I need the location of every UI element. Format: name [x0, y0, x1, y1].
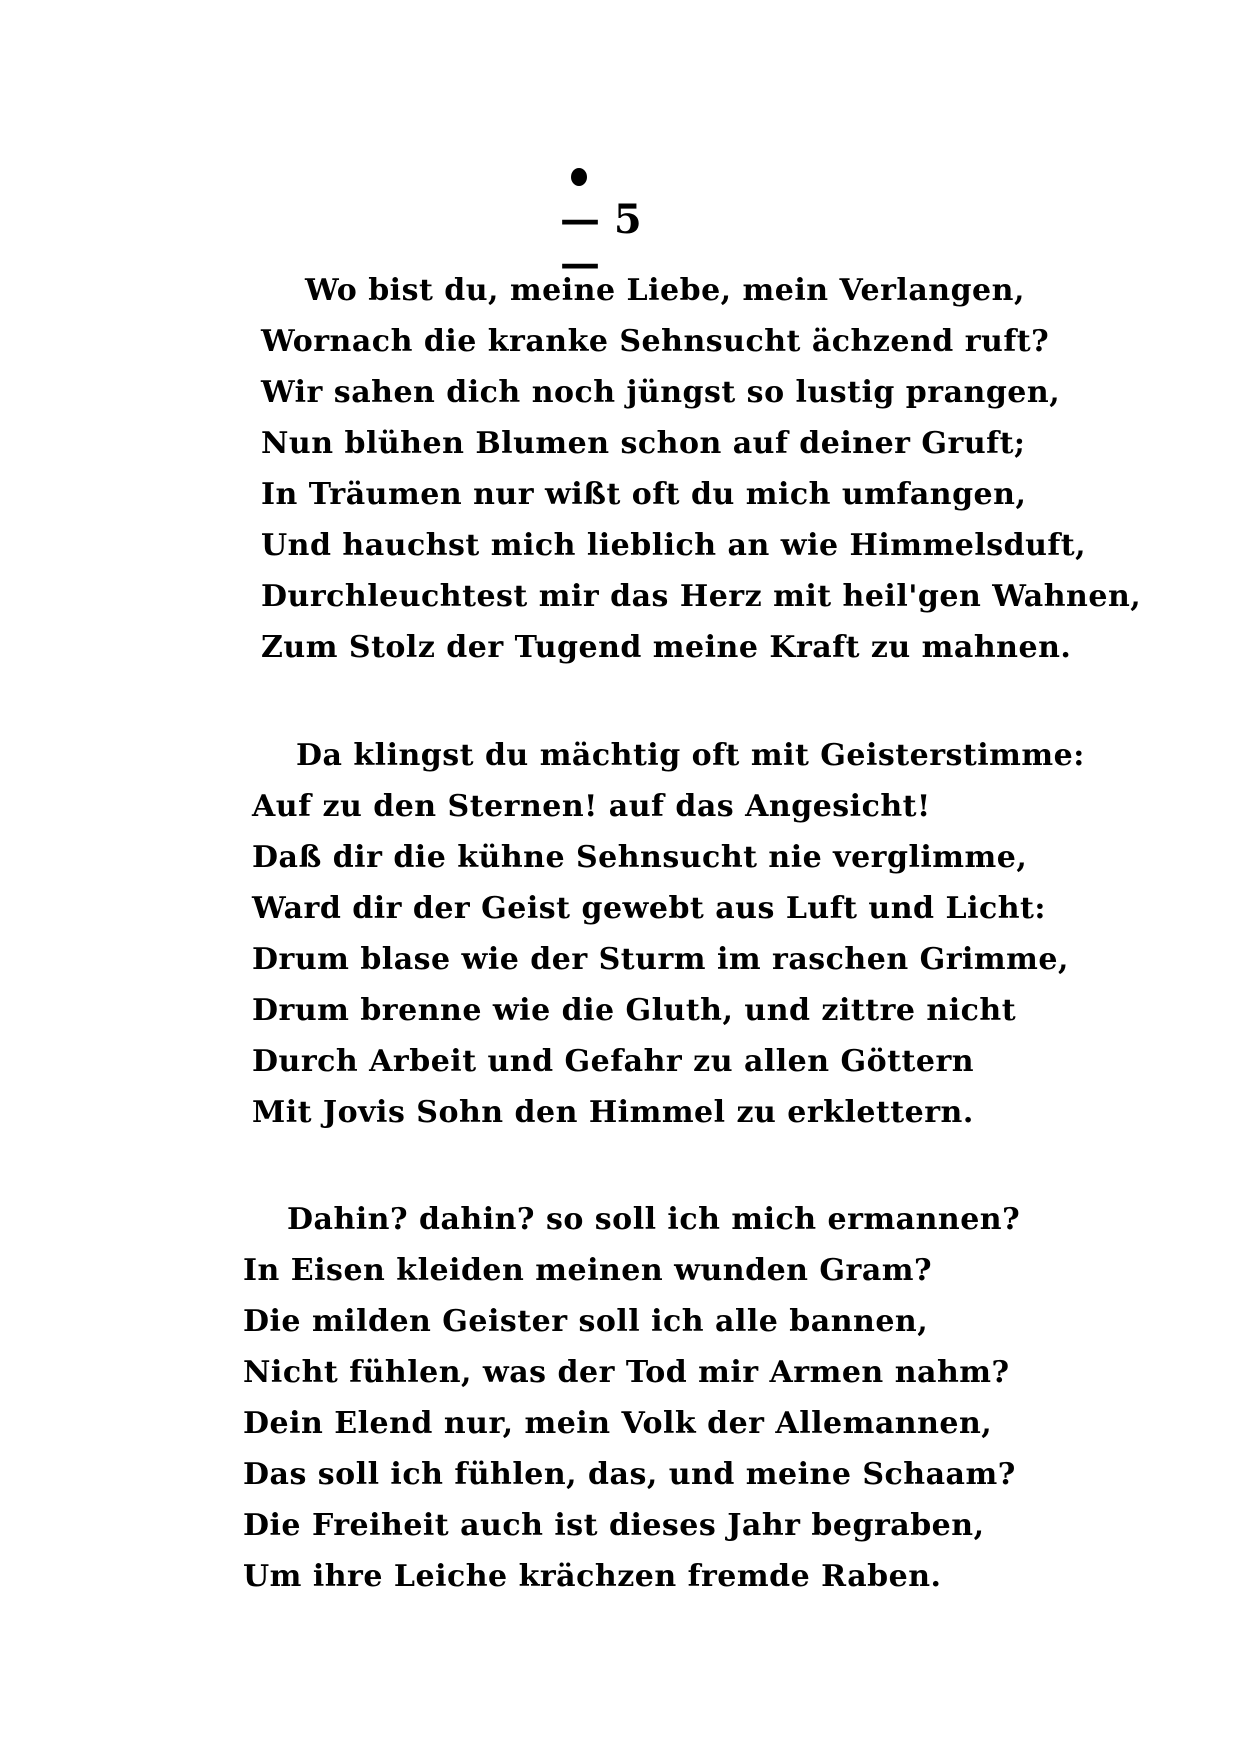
stanza-1 — [261, 265, 1141, 673]
poem-line: In Träumen nur wißt oft du mich umfangen, — [261, 477, 1027, 512]
poem-line: Mit Jovis Sohn den Himmel zu erklettern. — [252, 1095, 974, 1130]
poem-line: Dein Elend nur, mein Volk der Allemannen, — [243, 1406, 993, 1441]
poem-line: Das soll ich fühlen, das, und meine Schaam? — [243, 1457, 1016, 1492]
poem-line: In Eisen kleiden meinen wunden Gram? — [243, 1253, 933, 1288]
poem-line: Um ihre Leiche krächzen fremde Raben. — [243, 1559, 942, 1594]
poem-line: Die Freiheit auch ist dieses Jahr begraben, — [243, 1508, 985, 1543]
poem-line: Durchleuchtest mir das Herz mit heil'gen Wahnen, — [261, 579, 1142, 614]
poem-line: Und hauchst mich lieblich an wie Himmelsduft, — [261, 528, 1087, 563]
poem-line: Daß dir die kühne Sehnsucht nie verglimme, — [252, 840, 1028, 875]
poem-line: Da klingst du mächtig oft mit Geisterstimme: — [296, 738, 1085, 773]
poem-line: Ward dir der Geist gewebt aus Luft und Licht: — [252, 891, 1046, 926]
poem-line: Wir sahen dich noch jüngst so lustig prangen, — [261, 375, 1061, 410]
poem-line: Nicht fühlen, was der Tod mir Armen nahm? — [243, 1355, 1010, 1390]
poem-line: Dahin? dahin? so soll ich mich ermannen? — [287, 1202, 1021, 1237]
page-number: — 5 — — [560, 196, 642, 287]
poem-line: Drum brenne wie die Gluth, und zittre nicht — [252, 993, 1017, 1028]
poem-line: Wornach die kranke Sehnsucht ächzend ruft? — [261, 324, 1050, 359]
stanza-3 — [243, 1194, 1020, 1602]
ornament-dot — [571, 168, 587, 186]
poem-line: Zum Stolz der Tugend meine Kraft zu mahnen. — [261, 630, 1072, 665]
poem-line: Drum blase wie der Sturm im raschen Grimme, — [252, 942, 1069, 977]
poem-line: Auf zu den Sternen! auf das Angesicht! — [252, 789, 931, 824]
poem-line: Durch Arbeit und Gefahr zu allen Göttern — [252, 1044, 975, 1079]
poem-line: Nun blühen Blumen schon auf deiner Gruft; — [261, 426, 1026, 461]
poem-line: Die milden Geister soll ich alle bannen, — [243, 1304, 929, 1339]
poem-line: Wo bist du, meine Liebe, mein Verlangen, — [305, 273, 1025, 308]
stanza-2 — [252, 730, 1085, 1138]
